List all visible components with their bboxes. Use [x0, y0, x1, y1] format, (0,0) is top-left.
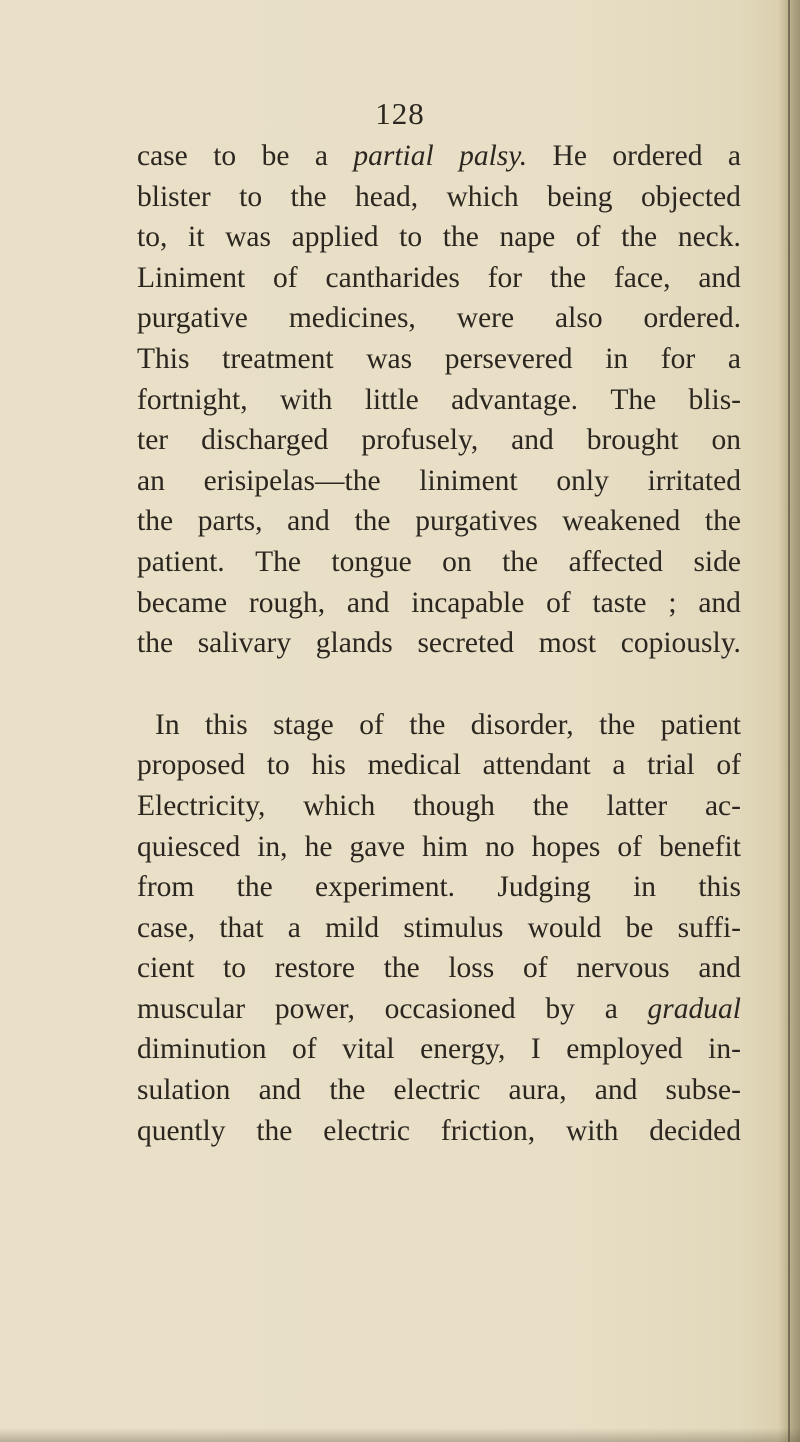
- word: Judging: [497, 871, 591, 904]
- word: proposed: [137, 749, 246, 782]
- word: that: [219, 911, 264, 944]
- word: quiesced: [137, 830, 241, 863]
- word: of: [716, 749, 741, 782]
- word: friction,: [440, 1114, 536, 1147]
- text-line: [137, 380, 741, 421]
- word: electric: [323, 1114, 411, 1147]
- word: He: [552, 140, 587, 172]
- word: to: [266, 749, 290, 782]
- word: and: [698, 261, 741, 294]
- word: to: [223, 952, 246, 985]
- word: suffi-: [677, 911, 741, 944]
- word: purgatives: [415, 505, 538, 538]
- word: of: [617, 830, 642, 863]
- word: energy,: [420, 1033, 506, 1066]
- word: stimulus: [403, 911, 504, 944]
- word: head,: [355, 180, 419, 213]
- word: I: [530, 1033, 541, 1066]
- word: ;: [668, 586, 677, 619]
- word: gradual: [647, 992, 741, 1025]
- word: to,: [137, 221, 168, 254]
- word: a: [612, 749, 626, 782]
- word: medical: [367, 749, 461, 782]
- word: the: [442, 221, 479, 254]
- word: by: [545, 992, 575, 1025]
- word: which: [303, 789, 376, 822]
- word: he: [304, 830, 333, 863]
- word: medicines,: [288, 302, 416, 335]
- text-line: [137, 501, 741, 542]
- word: the: [290, 180, 327, 213]
- word: irritated: [647, 464, 741, 497]
- text-line: [137, 867, 741, 908]
- text-line: [137, 705, 741, 746]
- word: his: [311, 749, 346, 782]
- word: nervous: [576, 952, 670, 985]
- word: from: [137, 871, 195, 904]
- word: in-: [708, 1033, 741, 1066]
- word: the: [532, 789, 569, 822]
- word: parts,: [197, 505, 263, 538]
- word: glands: [315, 627, 393, 660]
- page-edge-line: [788, 0, 790, 1442]
- text-line: [137, 583, 741, 624]
- word: the: [550, 261, 587, 294]
- word: the: [236, 871, 273, 904]
- word: and: [287, 505, 330, 538]
- word: erisipelas—the: [203, 464, 381, 497]
- word: and: [698, 952, 741, 985]
- word: treatment: [222, 342, 334, 375]
- word: in,: [257, 830, 288, 863]
- text-line: [137, 177, 741, 218]
- word: cantharides: [325, 261, 460, 294]
- word: and: [346, 586, 390, 619]
- word: This: [137, 342, 190, 375]
- word: being: [547, 180, 613, 213]
- word: aura,: [508, 1074, 567, 1107]
- word: In: [155, 708, 180, 741]
- text-line: [137, 420, 741, 461]
- word: a: [287, 911, 301, 944]
- word: to: [399, 221, 423, 254]
- word: taste: [592, 586, 647, 619]
- word: partial: [353, 140, 434, 172]
- word: latter: [606, 789, 668, 822]
- word: which: [446, 180, 519, 213]
- word: of: [292, 1033, 317, 1066]
- word: face,: [613, 261, 671, 294]
- text-line: [137, 136, 741, 177]
- word: the: [704, 505, 741, 538]
- word: the: [137, 627, 174, 660]
- word: stage: [273, 708, 334, 741]
- word: copiously.: [620, 627, 741, 660]
- word: brought: [586, 424, 679, 457]
- word: patient: [660, 708, 741, 741]
- text-line: [137, 908, 741, 949]
- word: him: [422, 830, 469, 863]
- word: diminution: [137, 1033, 267, 1066]
- word: be: [625, 911, 654, 944]
- word: the: [354, 505, 391, 538]
- word: an: [137, 464, 165, 497]
- paragraph-gap: [137, 664, 741, 705]
- text-line: [137, 339, 741, 380]
- word: affected: [568, 545, 663, 578]
- word: muscular: [137, 992, 246, 1025]
- word: of: [359, 708, 384, 741]
- word: in: [605, 342, 629, 375]
- word: a: [727, 342, 741, 375]
- word: though: [412, 789, 495, 822]
- word: neck.: [677, 221, 741, 254]
- word: case: [137, 140, 188, 172]
- word: experiment.: [314, 871, 456, 904]
- text-line: [137, 461, 741, 502]
- word: for: [487, 261, 523, 294]
- page-bottom-shadow: [0, 1428, 800, 1442]
- word: blis-: [688, 383, 741, 416]
- word: be: [261, 140, 290, 172]
- word: purgative: [137, 302, 248, 335]
- word: little: [364, 383, 419, 416]
- body-text: [137, 136, 741, 1151]
- word: patient.: [137, 545, 225, 578]
- word: the: [383, 952, 420, 985]
- word: power,: [274, 992, 355, 1025]
- word: the: [621, 221, 658, 254]
- word: persevered: [444, 342, 573, 375]
- text-line: [137, 989, 741, 1030]
- page-number: 128: [375, 96, 425, 131]
- word: no: [485, 830, 515, 863]
- word: and: [511, 424, 554, 457]
- word: this: [698, 871, 741, 904]
- word: became: [137, 586, 228, 619]
- word: the: [502, 545, 539, 578]
- word: a: [604, 992, 618, 1025]
- word: restore: [274, 952, 355, 985]
- text-line: [137, 786, 741, 827]
- word: and: [594, 1074, 638, 1107]
- word: cient: [137, 952, 195, 985]
- word: the: [256, 1114, 293, 1147]
- word: decided: [649, 1114, 741, 1147]
- word: trial: [647, 749, 695, 782]
- word: ac-: [704, 789, 741, 822]
- word: fortnight,: [137, 383, 248, 416]
- word: occasioned: [384, 992, 516, 1025]
- word: applied: [291, 221, 379, 254]
- word: secreted: [417, 627, 515, 660]
- text-line: [137, 298, 741, 339]
- word: the: [137, 505, 174, 538]
- text-line: [137, 948, 741, 989]
- text-line: [137, 217, 741, 258]
- word: loss: [448, 952, 495, 985]
- word: weakened: [562, 505, 681, 538]
- word: tongue: [331, 545, 412, 578]
- word: nape: [499, 221, 556, 254]
- word: was: [225, 221, 271, 254]
- word: a: [314, 140, 328, 172]
- word: also: [555, 302, 603, 335]
- word: vital: [342, 1033, 395, 1066]
- word: disorder,: [470, 708, 574, 741]
- word: with: [279, 383, 333, 416]
- word: would: [527, 911, 602, 944]
- text-line: [137, 258, 741, 299]
- word: ordered.: [643, 302, 741, 335]
- word: side: [693, 545, 741, 578]
- text-line: [137, 827, 741, 868]
- word: were: [456, 302, 515, 335]
- word: with: [565, 1114, 619, 1147]
- word: electric: [393, 1074, 481, 1107]
- word: profusely,: [361, 424, 479, 457]
- text-line: [137, 1111, 741, 1152]
- word: sulation: [137, 1074, 231, 1107]
- word: Liniment: [137, 261, 246, 294]
- word: blister: [137, 180, 211, 213]
- word: only: [556, 464, 609, 497]
- word: of: [273, 261, 298, 294]
- word: to: [239, 180, 263, 213]
- text-line: [137, 1070, 741, 1111]
- text-line: [137, 1029, 741, 1070]
- word: this: [205, 708, 248, 741]
- text-line: [137, 542, 741, 583]
- word: hopes: [531, 830, 601, 863]
- word: benefit: [659, 830, 741, 863]
- word: and: [698, 586, 741, 619]
- word: advantage.: [451, 383, 579, 416]
- word: ter: [137, 424, 169, 457]
- word: it: [188, 221, 205, 254]
- word: the: [599, 708, 636, 741]
- word: gave: [349, 830, 406, 863]
- word: The: [255, 545, 301, 578]
- word: quently: [137, 1114, 226, 1147]
- word: Electricity,: [137, 789, 266, 822]
- word: case,: [137, 911, 196, 944]
- word: rough,: [248, 586, 326, 619]
- word: subse-: [665, 1074, 741, 1107]
- word: the: [409, 708, 446, 741]
- word: palsy.: [459, 140, 528, 172]
- word: of: [575, 221, 601, 254]
- word: most: [538, 627, 597, 660]
- word: mild: [325, 911, 380, 944]
- word: to: [213, 140, 237, 172]
- word: of: [546, 586, 571, 619]
- word: for: [660, 342, 696, 375]
- word: a: [727, 140, 741, 172]
- word: on: [442, 545, 472, 578]
- word: and: [258, 1074, 302, 1107]
- word: discharged: [201, 424, 329, 457]
- word: the: [329, 1074, 366, 1107]
- word: incapable: [411, 586, 525, 619]
- word: objected: [640, 180, 741, 213]
- text-line: [137, 623, 741, 664]
- word: employed: [566, 1033, 683, 1066]
- word: on: [711, 424, 741, 457]
- word: liniment: [419, 464, 518, 497]
- word: ordered: [612, 140, 703, 172]
- word: was: [366, 342, 413, 375]
- word: in: [633, 871, 657, 904]
- word: salivary: [197, 627, 292, 660]
- word: of: [522, 952, 548, 985]
- text-line: [137, 745, 741, 786]
- word: The: [610, 383, 657, 416]
- word: attendant: [482, 749, 591, 782]
